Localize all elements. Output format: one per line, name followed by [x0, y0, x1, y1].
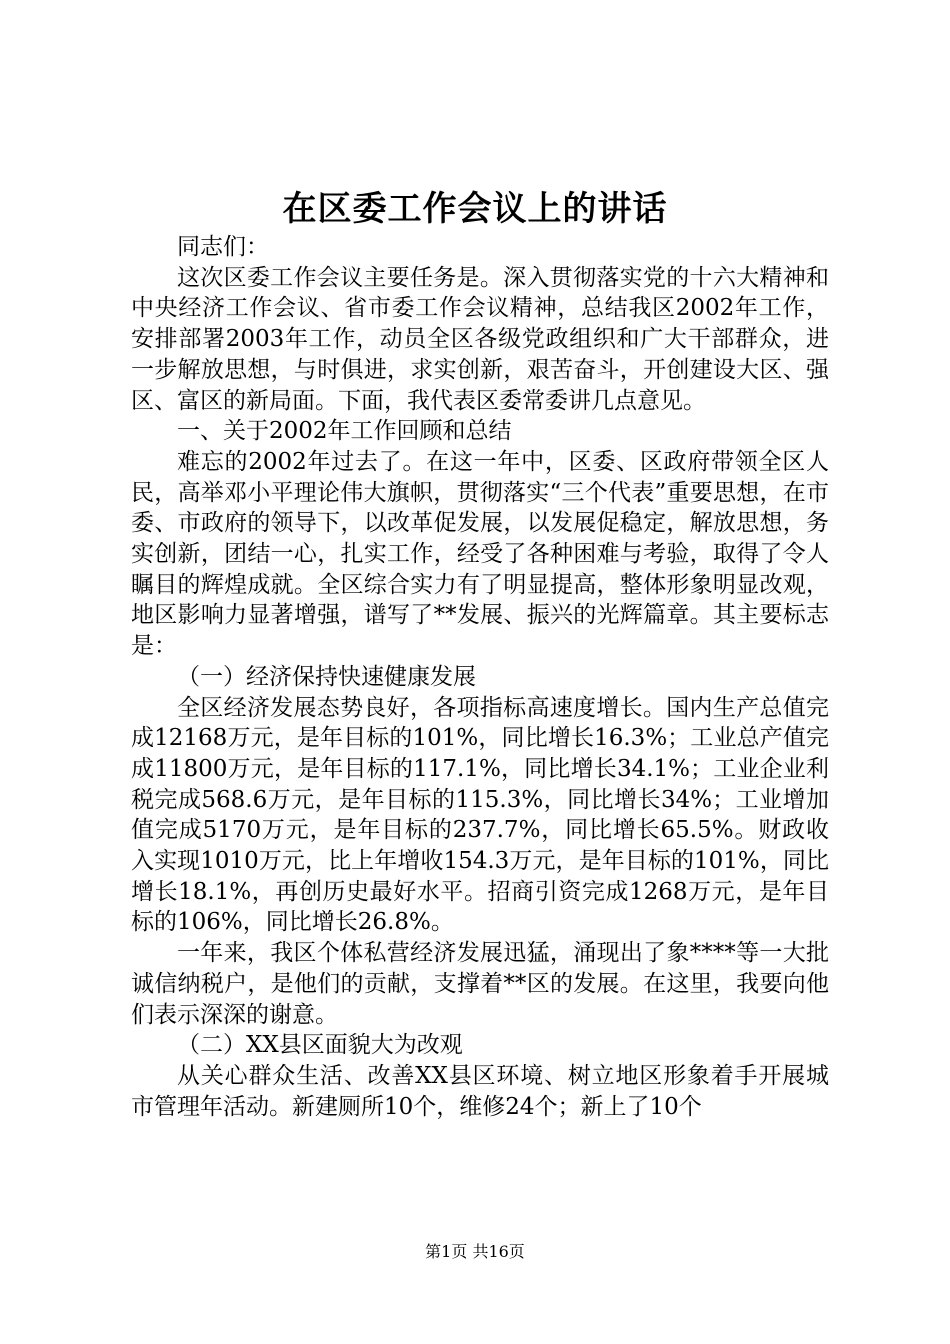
subsection-heading-2: （二）XX县区面貌大为改观 — [177, 1032, 463, 1059]
private-economy-paragraph: 一年来，我区个体私营经济发展迅猛，涌现出了象****等一大批诚信纳税户，是他们的贡献，支撑着**区的发展。在这里，我要向他们表示深深的谢意。 — [131, 940, 829, 1028]
review-paragraph: 难忘的2002年过去了。在这一年中，区委、区政府带领全区人民，高举邓小平理论伟大旗帜，贯彻落实“三个代表”重要思想，在市委、市政府的领导下，以改革促发展，以发展促稳定，解放思想，务实创新，团结一心，扎实工作，经受了各种困难与考验，取得了令人瞩目的辉煌成就。全区综合实力有了明显提高，整体形象明显改观，地区影响力显著增强，谱写了**发展、振兴的光辉篇章。其主要标志是： — [131, 448, 829, 660]
page-number-footer: 第1页 共16页 — [425, 1242, 525, 1261]
salutation-paragraph: 同志们： — [177, 234, 269, 260]
economy-paragraph: 全区经济发展态势良好，各项指标高速度增长。国内生产总值完成12168万元，是年目标的101%，同比增长16.3%；工业总产值完成11800万元，是年目标的117.1%，同比增长34.1%；工业企业利税完成568.6万元，是年目标的115.3%，同比增长34%；工业增加值完成5170万元，是年目标的237.7%，同比增长65.5%。财政收入实现1010万元，比上年增收154.3万元，是年目标的101%，同比增长18.1%，再创历史最好水平。招商引资完成1268万元，是年目标的106%，同比增长26.8%。 — [131, 694, 829, 936]
section-heading-1: 一、关于2002年工作回顾和总结 — [177, 418, 512, 445]
city-management-paragraph: 从关心群众生活、改善XX县区环境、树立地区形象着手开展城市管理年活动。新建厕所10个，维修24个；新上了10个 — [131, 1062, 829, 1120]
subsection-heading-1: （一）经济保持快速健康发展 — [177, 663, 476, 690]
intro-paragraph: 这次区委工作会议主要任务是。深入贯彻落实党的十六大精神和中央经济工作会议、省市委工作会议精神，总结我区2002年工作，安排部署2003年工作，动员全区各级党政组织和广大干部群众，进一步解放思想，与时俱进，求实创新，艰苦奋斗，开创建设大区、强区、富区的新局面。下面，我代表区委常委讲几点意见。 — [131, 264, 829, 414]
document-body — [131, 232, 829, 1122]
document-title: 在区委工作会议上的讲话 — [282, 189, 668, 229]
